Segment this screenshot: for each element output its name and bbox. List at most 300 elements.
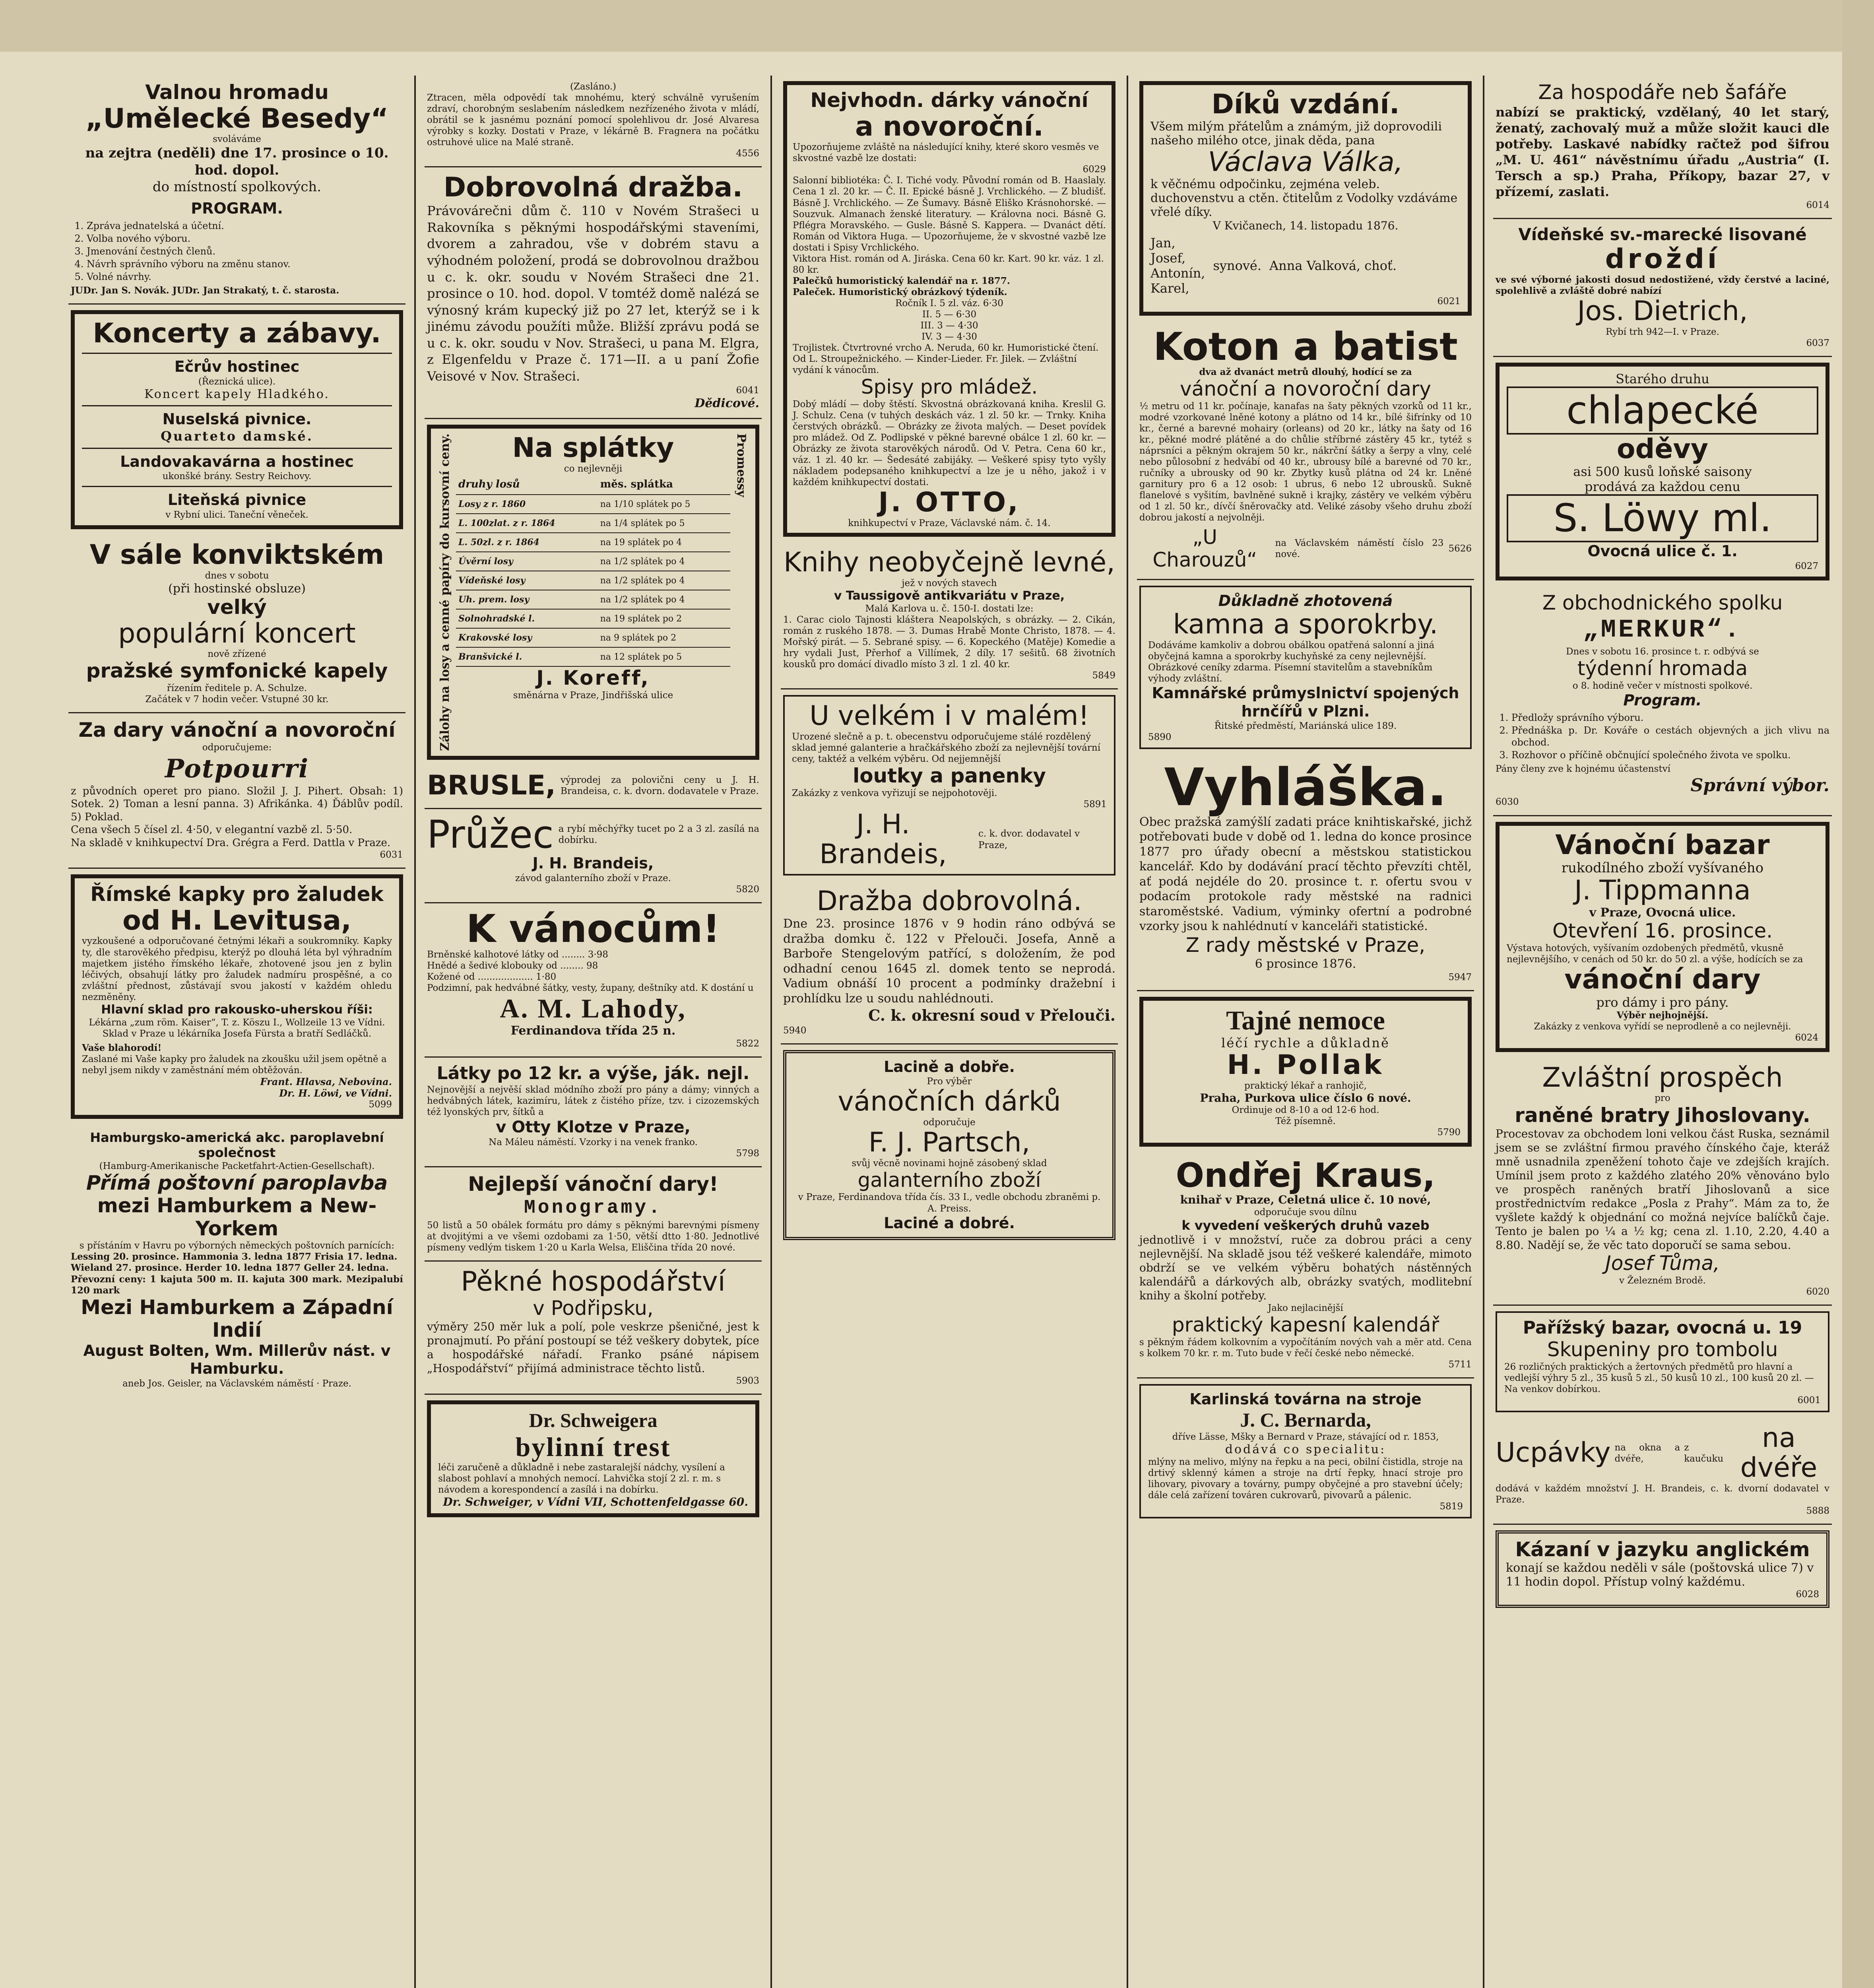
ad-headline: bylinní trest bbox=[515, 1431, 671, 1462]
ad-line: V Kvičanech, 14. listopadu 1876. bbox=[1212, 219, 1399, 232]
ad-headline: „MERKUR“. bbox=[1583, 616, 1742, 645]
ad-merkur bbox=[1493, 586, 1832, 816]
ad-k-vanocum bbox=[425, 903, 762, 1058]
ad-number: 4556 bbox=[736, 148, 759, 159]
table-cell: na 1/10 splátek po 5 bbox=[598, 495, 730, 514]
ad-line: Začátek v 7 hodin večer. Vstupné 30 kr. bbox=[145, 694, 329, 705]
ad-line: v Taussigově antikvariátu v Praze, bbox=[834, 588, 1065, 603]
ad-line: Paleček. Humoristický obrázkový týdeník. bbox=[793, 286, 1007, 297]
top-margin-band bbox=[0, 0, 1874, 52]
ad-line: Pány členy zve k hojnému účastenství bbox=[1496, 764, 1670, 775]
ad-headline: K vánocům! bbox=[466, 907, 720, 951]
divider bbox=[82, 448, 392, 449]
column-4 bbox=[1128, 76, 1484, 1988]
ad-headline: Vídeňské sv.-marecké lisované bbox=[1518, 224, 1807, 244]
ad-upcavky bbox=[1493, 1418, 1832, 1525]
table-cell: Branšvické l. bbox=[456, 647, 598, 666]
table-cell: na 1/2 splátek po 4 bbox=[598, 590, 730, 609]
table-row bbox=[456, 571, 730, 590]
venue-name: Ečrův hostinec bbox=[174, 358, 300, 376]
table-row bbox=[456, 533, 730, 552]
firm-name: A. M. Lahody, bbox=[500, 993, 687, 1024]
ad-number: 5891 bbox=[1083, 799, 1107, 810]
ad-line: Valnou hromadu bbox=[145, 81, 329, 104]
ad-number: 6001 bbox=[1797, 1395, 1821, 1406]
ad-line: léčí rychle a důkladně bbox=[1221, 1035, 1390, 1050]
ad-line: dodává co specialitu: bbox=[1225, 1442, 1386, 1457]
ad-signature: JUDr. Jan S. Novák. JUDr. Jan Strakatý, t. č. starosta. bbox=[71, 285, 339, 296]
venue-name: Liteňská pivnice bbox=[167, 491, 307, 509]
ad-headline: praktický kapesní kalendář bbox=[1172, 1313, 1439, 1337]
program-heading: PROGRAM. bbox=[191, 199, 283, 217]
ad-hospodarstvi bbox=[425, 1262, 762, 1395]
side-label: Promessy bbox=[734, 433, 748, 497]
ad-lowy bbox=[1496, 363, 1829, 580]
ad-velkem bbox=[783, 695, 1115, 876]
ad-partsch bbox=[783, 1050, 1115, 1241]
ad-headline: V sále konviktském bbox=[89, 539, 384, 571]
ad-headline: na dvéře bbox=[1740, 1422, 1818, 1483]
ad-tajne-nemoce bbox=[1139, 997, 1472, 1147]
ad-zaslano bbox=[425, 76, 762, 167]
venue-detail: v Rybní ulici. Taneční věneček. bbox=[165, 509, 308, 520]
ad-line: do místností spolkových. bbox=[152, 179, 322, 195]
ad-number: 5947 bbox=[1448, 972, 1472, 982]
list-item: IV. 3 — 4·30 bbox=[921, 332, 977, 342]
ad-headline: Přímá poštovní paroplavba bbox=[86, 1171, 388, 1194]
firm-address: Na Máleu náměstí. Vzorky i na venek franko. bbox=[489, 1137, 698, 1148]
venue-name: Landovakavárna a hostinec bbox=[120, 452, 354, 470]
ad-signature: Správní výbor. bbox=[1690, 775, 1829, 796]
ad-diky bbox=[1139, 81, 1472, 316]
ad-body: 1. Carac ciolo Tajnosti kláštera Neapolských, s obrázky. — 2. Cikán, román z ruského 1878. — 3. Dumas Hrabě Monte Christo, 1878. — 4. Mořský pirát. — 5. Sebrané spisy. — 6. Kopeckého (Matěje) Komedie a hry vydali Just, Přerhof a Villímek, 2 díly. 17 sešitů. 68 životních kousků pro domácí divadlo místo 3 zl. 1 zl. 40 kr. bbox=[783, 614, 1115, 670]
ad-line: pro bbox=[1655, 1093, 1670, 1104]
ad-number: 6029 bbox=[1082, 164, 1106, 175]
ad-number: 6028 bbox=[1796, 1589, 1819, 1600]
ad-line: rukodílného zboží vyšívaného bbox=[1561, 860, 1764, 876]
ad-line: pro dámy i pro pány. bbox=[1596, 994, 1729, 1010]
ad-number: 5798 bbox=[736, 1148, 759, 1159]
ad-line: Palečků humoristický kalendář na r. 1877. bbox=[793, 275, 1010, 286]
ad-dary bbox=[68, 713, 405, 869]
ad-headline: Koncerty a zábavy. bbox=[93, 318, 381, 349]
firm-name: v Otty Klotze v Praze, bbox=[496, 1118, 691, 1137]
ad-headline: populární koncert bbox=[118, 617, 356, 649]
signature-name: Anna Valková, choť. bbox=[1269, 258, 1397, 273]
ad-line: Hlavní sklad pro rakousko-uherskou říši: bbox=[101, 1002, 373, 1017]
table-cell: na 1/4 splátek po 5 bbox=[598, 514, 730, 533]
signature-name: Josef, bbox=[1150, 250, 1186, 266]
list-item: 5. Volné návrhy. bbox=[87, 271, 403, 283]
ad-headline: loutky a panenky bbox=[853, 764, 1046, 788]
ad-number: 6031 bbox=[380, 850, 403, 860]
ad-headline: Potpourri bbox=[165, 753, 309, 784]
ad-number: 5790 bbox=[1437, 1127, 1461, 1138]
ad-body: ½ metru od 11 kr. počínaje, kanafas na šaty pěkných vzorků od 11 kr., modré vzorkované lněné kotony a plátno od 14 kr., bílé šifrínky od 10 kr., černé a barevné mohairy (orleans) od 20 kr., látky na šaty od 16 kr., pěkné modré plátěné a do chůlie stříbrné zástěry 45 kr., tytéž s náprsníci a pěkným okrajem 50 kr., nákrční šátky a šerpy a vlny, celé nebo půlosobní z hedvábí od 40 kr., ubrousy bílé a barevné od 70 kr., ručníky a ubrousky od 90 kr. Zbytky kusů plátna od 24 kr. Lněné garnitury pro 6 a 12 osob: 1 ubrus, 6 nebo 12 ubrousků. Sukně flanelové s vyšitím, bavlněné sukně i krajky, zástěry ve velkém výběru od 1 zl. 50 kr., dívčí šněrovačky atd. Veliké zásoby všeho druhu zboží dobrou jakostí a nejvolněji. bbox=[1139, 401, 1472, 523]
firm-name: J. OTTO, bbox=[878, 487, 1020, 518]
program-list bbox=[1511, 712, 1829, 761]
ad-headline: „Umělecké Besedy“ bbox=[85, 103, 389, 134]
table-row bbox=[456, 609, 730, 628]
divider bbox=[82, 486, 392, 487]
ad-umelecka-beseda bbox=[68, 76, 405, 305]
list-item: 3. Jmenování čestných členů. bbox=[87, 245, 403, 257]
ad-headline: Knihy neobyčejně levné, bbox=[784, 547, 1115, 578]
firm-name: Josef Tůma, bbox=[1605, 1252, 1720, 1275]
ad-line: Hnědé a šedivé klobouky od ........ 98 bbox=[427, 960, 598, 971]
ad-body: Zakázky z venkova vyřizují se nejpohotověji. bbox=[792, 788, 997, 798]
ad-body: konají se každou neděli v sále (poštovská ulice 7) v 11 hodin dopol. Přístup volný každému. bbox=[1506, 1561, 1814, 1589]
table-row bbox=[456, 495, 730, 514]
ad-headline: Otevření 16. prosince. bbox=[1552, 919, 1773, 943]
ad-line: Lacině a dobře. bbox=[884, 1058, 1015, 1076]
ad-line: Pro výběr bbox=[927, 1076, 972, 1087]
ad-line: Lékárna „zum röm. Kaiser“, T. z. Köszu I., Wollzeile 13 ve Vídni. bbox=[89, 1017, 385, 1028]
column-header: druhy losů bbox=[456, 474, 598, 495]
table-cell: na 9 splátek po 2 bbox=[598, 628, 730, 647]
firm-name: Kamnářské průmyslnictví spojených hrnčířů v Plzni. bbox=[1152, 684, 1459, 720]
ad-number: 6037 bbox=[1806, 338, 1829, 348]
table-row bbox=[456, 628, 730, 647]
right-margin-band bbox=[1842, 0, 1874, 1988]
column-header: měs. splátka bbox=[598, 474, 730, 495]
table-row bbox=[456, 647, 730, 666]
ad-line: prodává za každou cenu bbox=[1585, 479, 1740, 495]
table-cell: L. 50zl. z r. 1864 bbox=[456, 533, 598, 552]
ad-darky bbox=[783, 81, 1115, 537]
ad-headline: Monogramy. bbox=[524, 1197, 663, 1219]
firm-address: na Václavském náměstí číslo 23 nové. bbox=[1275, 538, 1444, 559]
ad-headline: Karlinská továrna na stroje bbox=[1189, 1390, 1422, 1408]
ad-body: Dodáváme kamkoliv a dobrou obálkou opatřená salonní a jiná obyčejná kamna a sporokrby kuchyňské za ceny nejlevnější. Obrázkové ceníky zdarma. Písemní stavitelům a stavebníkům výhody zvláštní. bbox=[1148, 640, 1435, 684]
ad-signature: Dr. Schweiger, v Vídni VII, Schottenfeldgasse 60. bbox=[443, 1495, 748, 1508]
ad-number: 5626 bbox=[1448, 543, 1472, 554]
firm-name: F. J. Partsch, bbox=[868, 1127, 1030, 1159]
ad-drazba-dobrovolna bbox=[781, 881, 1118, 1044]
ad-line: Viktora Hist. román od A. Jiráska. Cena 60 kr. Kart. 90 kr. váz. 1 zl. 80 kr. bbox=[793, 253, 1104, 275]
ad-line: Též písemně. bbox=[1275, 1116, 1336, 1126]
firm-name: J. C. Bernarda, bbox=[1240, 1408, 1371, 1431]
ad-headline: Kázaní v jazyku anglickém bbox=[1515, 1538, 1810, 1561]
ad-line: řízením ředitele p. A. Schulze. bbox=[167, 683, 307, 693]
ad-line: Malá Karlova u. č. 150-I. dostati lze: bbox=[865, 603, 1034, 614]
ad-headline: Koton a batist bbox=[1153, 324, 1458, 369]
table-cell: na 1/2 splátek po 4 bbox=[598, 571, 730, 590]
ad-body: s pěkným řádem kolkovním a vypočítáním nových vah a měr atd. Cena s kolkem 70 kr. r. m. Tuto bude v řečí české nebo německé. bbox=[1139, 1337, 1472, 1359]
ad-parizsky-bazar bbox=[1496, 1311, 1829, 1412]
ad-number: 6041 bbox=[736, 385, 759, 396]
ad-line: Převozní ceny: 1 kajuta 500 m. II. kajuta 300 mark. Mezipalubí 120 mark bbox=[71, 1274, 403, 1296]
table-cell: na 1/2 splátek po 4 bbox=[598, 552, 730, 571]
ad-headline: od H. Levitusa, bbox=[122, 905, 351, 936]
table-row bbox=[456, 552, 730, 571]
ad-body: 26 rozličných praktických a žertovných předmětů pro hlavní a vedlejší výhry 5 zl., 35 kusů 5 zl., 50 kusů 10 zl., 100 kusů 20 zl. — Na venkov dobírkou. bbox=[1504, 1361, 1814, 1394]
firm-address: závod galanterního zboží v Praze. bbox=[515, 873, 671, 883]
ad-line: Jako nejlacinější bbox=[1268, 1303, 1343, 1314]
newspaper-page bbox=[60, 76, 1841, 1988]
ad-headline: Průžec bbox=[427, 812, 554, 857]
ad-headline: mezi Hamburkem a New-Yorkem bbox=[97, 1194, 377, 1240]
ad-body: Právovárečni dům č. 110 v Novém Strašeci u Rakovníka s pěknými hospodářskými staveními, dvorem a zahradou, vše v dobrém stavu a výhodném položení, prodá se dobrovolnou dražbou u c. k. okr. soudu v Novém Strašeci dne 21. prosince o 10. hod. dopol. V tomtéž domě nalézá se výnosný krám kupecký již po 27 let, kterýž se i k jinému závodu použíti může. Bližší zprávu podá se u c. k. okr. soudu v Nov. Strašeci, u pana M. Elgra, z Elgenfeldu v Praze č. 171—II. a u paní Žofie Veisové v Nov. Strašeci. bbox=[427, 203, 759, 384]
signature-name: Jan, bbox=[1150, 235, 1176, 250]
ad-headline: Tajné nemoce bbox=[1226, 1005, 1385, 1035]
list-item: 2. Přednáška p. Dr. Kováře o cestách objevných a jich vlivu na obchod. bbox=[1511, 724, 1829, 748]
ad-line: o 8. hodině večer v místnosti spolkové. bbox=[1572, 680, 1753, 691]
ad-vanocni-bazar bbox=[1496, 822, 1829, 1052]
ad-number: 5890 bbox=[1148, 732, 1172, 743]
ad-hospodare bbox=[1493, 76, 1832, 219]
ad-schweigera bbox=[427, 1400, 759, 1517]
ad-headline: oděvy bbox=[1616, 433, 1709, 465]
ad-body: Nejnovější a nejvěší sklad módního zboží pro pány a dámy; vinných a hedvábných látek, kazimíru, látek z čistého příze, tzv. i cizozemských též lyonských prv, šítků a bbox=[427, 1085, 759, 1118]
list-item: II. 5 — 6·30 bbox=[922, 309, 977, 320]
ad-knihy bbox=[781, 542, 1118, 689]
ad-line: Zakázky z venkova vyřídí se neprodleně a co nejlevněji. bbox=[1534, 1021, 1791, 1032]
ad-signature: Frant. Hlavsa, Nebovina. bbox=[260, 1076, 392, 1087]
ad-headline: Na splátky bbox=[512, 432, 674, 464]
ad-headline: Látky po 12 kr. a výše, ják. nejl. bbox=[436, 1063, 750, 1084]
ad-kazani bbox=[1496, 1530, 1829, 1608]
ad-number: 5099 bbox=[369, 1099, 392, 1110]
ad-body: dodává v každém množství J. H. Brandeis, c. k. dvorní dodavatel v Praze. bbox=[1496, 1483, 1829, 1505]
list-item: 1. Zpráva jednatelská a účetní. bbox=[87, 220, 403, 232]
ad-headline: Hamburgsko-americká akc. paroplavební společnost bbox=[90, 1130, 384, 1161]
ad-headline: Nejlepší vánoční dary! bbox=[468, 1173, 718, 1196]
ad-line: Lessing 20. prosince. Hammonia 3. ledna 1877 Frisia 17. ledna. bbox=[71, 1251, 398, 1262]
ad-headline: Ucpávky bbox=[1496, 1437, 1611, 1469]
ad-body: Dne 23. prosince 1876 v 9 hodin ráno odbývá se dražba domku č. 122 v Přelouči. Josefa, Anně a Barboře Stengelovým patřící, s doložením, že pod odhadní cenou 1645 zl. domek tento se neprodá. Vadium obnáší 10 procent a podmínky dražební i prohlídku lze u soudu nahlédnouti. bbox=[783, 917, 1115, 1006]
table-cell: L. 100zlat. z r. 1864 bbox=[456, 514, 598, 533]
ad-line: svůj věcně novinami hojně zásobený sklad bbox=[852, 1158, 1047, 1169]
person-name: Václava Válka, bbox=[1208, 146, 1403, 178]
ad-headline: kamna a sporokrby. bbox=[1173, 609, 1438, 641]
ad-number: 5849 bbox=[1092, 670, 1115, 681]
ad-line: 6 prosince 1876. bbox=[1255, 957, 1356, 971]
ad-line: co nejlevněji bbox=[564, 464, 623, 474]
ad-number: 6024 bbox=[1795, 1032, 1818, 1043]
venue-detail: (Řeznická ulice). bbox=[198, 376, 276, 387]
ad-body: jednotlivě i v množství, ruče za dobrou práci a ceny nejlevnější. Na skladě jsou též veškeré kalendáře, mimoto obdrží se ve velkém výběru bohatých nástěnných kalendářů a dárkových alb, obrázky svatých, modlitební knihy a školní potřeby. bbox=[1139, 1233, 1472, 1303]
program-list bbox=[87, 220, 403, 283]
table-header bbox=[456, 474, 730, 495]
ad-body: ve své výborné jakosti dosud nedostižené, vždy čerstvé a laciné, spolehlivě a zvláště dobré nabízí bbox=[1496, 274, 1829, 296]
ad-konvikt bbox=[68, 535, 405, 713]
ad-headline: Za hospodáře neb šafáře bbox=[1538, 81, 1787, 104]
ad-line: na okna a dvéře, bbox=[1614, 1442, 1680, 1464]
table-cell: Uh. prem. losy bbox=[456, 590, 598, 609]
ad-latky bbox=[425, 1058, 762, 1167]
ad-body: léči zaručeně a důkladně i nebe zastaralejší nádchy, vysílení a slabost pohlaví a mnohých nemocí. Lahvička stojí 2 zl. r. m. s návodem a korespondencí a zasílá i na dobírku. bbox=[438, 1462, 725, 1495]
side-label: Zálohy na losy a cenné papíry do kursovní ceny. bbox=[438, 433, 452, 751]
ad-body: Salonní bibliotéka: Č. I. Tiché vody. Původní román od B. Haaslaly. Cena 1 zl. 20 kr. — Č. II. Epické básně J. Vrchlického. — Z bludišť. Básně J. Vrchlického. — Ze Šumavy. Básně Eliško Krásnohorské. — Souzvuk. Almanach ženské literatury. — Královna noci. Básně G. Pflégra Moravského. — Gusle. Básně S. Kappera. — Dvanáct dětí. Román od Viktora Huga. — Upozorňujeme, že v skvostné vazbě lze dostati i Spisy Vrchlického. bbox=[793, 175, 1106, 253]
ad-line: na zejtra (neděli) dne 17. prosince o 10. hod. dopol. bbox=[85, 145, 389, 178]
ad-line: Starého druhu bbox=[1616, 371, 1709, 386]
ad-number: 5903 bbox=[736, 1376, 759, 1386]
ad-body: výprodej za polovični ceny u J. H. Brandeisa, c. k. dvorn. dodavatele v Praze. bbox=[561, 775, 759, 797]
ad-line: pražské symfonické kapely bbox=[86, 659, 388, 683]
ad-headline: Zvláštní prospěch bbox=[1542, 1062, 1783, 1093]
list-item: III. 3 — 4·30 bbox=[920, 320, 978, 331]
ad-body: Dobý mládí — doby štěstí. Skvostná obrázkovaná kniha. Kreslil G. J. Schulz. Cena (v tuhých deskách váz. 1 zl. 50 kr. — Trnky. Kniha čerstvých obrázků. — Obrázky ze života malých. — Deset povídek pro mládež. Od Z. Podlipské v pěkné barevné obálce 1 zl. 60 kr. — Obrázky ze života starověkých národů. Od V. Petra. Cena 60 kr., váz. 1 zl. 40 kr. — Šedesáté zabijáky. — Veškeré spisy tyto vyšly nákladem podepsaného knihkupectví a lze je u něho, jakož i v každém knihkupectví dostati. bbox=[793, 399, 1106, 488]
ad-number: 5819 bbox=[1439, 1501, 1463, 1512]
firm-name: J. H. Brandeis, bbox=[819, 808, 947, 870]
ad-headline: Dr. Schweigera bbox=[529, 1409, 658, 1432]
ad-line: dva až dvanáct metrů dlouhý, hodící se za bbox=[1199, 367, 1412, 378]
ad-headline: BRUSLE, bbox=[427, 769, 556, 801]
venue-detail: ukonšké brány. Sestry Reichovy. bbox=[162, 471, 312, 482]
ad-kraus bbox=[1137, 1152, 1474, 1378]
ad-nejlepsi-dary bbox=[425, 1167, 762, 1262]
ad-brusle bbox=[425, 765, 762, 809]
ad-body: Zaslané mi Vaše kapky pro žaludek na zkoušku užil jsem opětně a nebyl jsem nikdy v zaměstnání mém obtěžován. bbox=[82, 1054, 387, 1076]
ad-headline: Mezi Hamburkem a Západní Indií bbox=[81, 1295, 393, 1342]
ad-headline: Pěkné hospodářství bbox=[461, 1266, 726, 1298]
ad-body: a rybí měchýřky tucet po 2 a 3 zl. zasílá na dobírku. bbox=[558, 823, 759, 845]
ad-line: v Praze, Ovocná ulice. bbox=[1589, 906, 1736, 920]
ad-headline: Římské kapky pro žaludek bbox=[90, 883, 384, 906]
ad-line: jež v nových stavech bbox=[902, 578, 997, 588]
firm-name: „U Charouzů“ bbox=[1152, 525, 1257, 571]
table-row bbox=[456, 590, 730, 609]
ad-number: 6021 bbox=[1437, 296, 1461, 307]
ad-body: 50 listů a 50 obálek formátu pro dámy s pěknými barevnými písmeny at dvojitými a ve všemi ozdobami za 1·50, větší dtto 1·80. Jednotlivé písmeny vedlým tiskem 1·20 u Karla Welsa, Eliščina třída 20 nové. bbox=[427, 1220, 759, 1253]
list-item: 2. Volba nového výboru. bbox=[87, 233, 403, 245]
list-item: Ročník I. 5 zl. váz. 6·30 bbox=[895, 298, 1003, 309]
ad-headline: droždí bbox=[1605, 243, 1720, 275]
ad-number: 6027 bbox=[1795, 561, 1818, 571]
ad-signature: C. k. okresní soud v Přelouči. bbox=[868, 1006, 1115, 1025]
ad-headline: chlapecké bbox=[1507, 386, 1818, 435]
list-item: 1. Předložy správního výboru. bbox=[1511, 712, 1829, 724]
firm-address: směnárna v Praze, Jindřišská ulice bbox=[513, 690, 673, 701]
firm-address: c. k. dvor. dodavatel v Praze, bbox=[978, 829, 1080, 850]
ad-headline: vánoční a novoroční dary bbox=[1179, 377, 1431, 401]
firm-name: Jos. Dietrich, bbox=[1577, 295, 1748, 327]
ad-line: svoláváme bbox=[213, 134, 261, 145]
ad-drozdi bbox=[1493, 219, 1832, 357]
ad-line: odporučuje svou dílnu bbox=[1254, 1207, 1357, 1217]
column-3 bbox=[772, 76, 1128, 1988]
ad-headline: Díků vzdání. bbox=[1211, 89, 1400, 120]
ad-line: v Praze, Ferdinandova třída čís. 33 I., vedle obchodu zbraněmi p. A. Preiss. bbox=[798, 1192, 1101, 1214]
table-cell: Solnohradské l. bbox=[456, 609, 598, 628]
ad-headline: raněné bratry Jihoslovany. bbox=[1515, 1103, 1810, 1127]
firm-name: S. Löwy ml. bbox=[1507, 494, 1818, 542]
firm-address: Ferdinandova třída 25 n. bbox=[510, 1023, 676, 1038]
column-2 bbox=[416, 76, 772, 1988]
ad-line: dříve Lässe, Mšky a Bernard v Praze, stávající od r. 1853, bbox=[1172, 1432, 1439, 1442]
table-cell: na 19 splátek po 4 bbox=[598, 533, 730, 552]
ad-signature: Z rady městské v Praze, bbox=[1185, 933, 1426, 957]
ad-body: Všem milým přátelům a známým, již doprovodili našeho milého otce, jinak děda, pana bbox=[1150, 119, 1442, 148]
ad-kamna bbox=[1139, 586, 1472, 749]
signature-name: Karel, bbox=[1150, 280, 1189, 296]
table-cell: na 19 splátek po 2 bbox=[598, 609, 730, 628]
ad-number: 5711 bbox=[1448, 1359, 1472, 1370]
table-cell: Krakovské losy bbox=[456, 628, 598, 647]
ad-line: k vyvedení veškerých druhů vazeb bbox=[1181, 1217, 1430, 1233]
ad-line: s přístáním v Havru po výborných německých poštovních parnících: bbox=[79, 1241, 395, 1251]
ad-body: Procestovav za obchodem loni velkou část Ruska, seznámil jsem se se zvláštní firmou pravého čínského čaje, kteráž mně usnadnila zpeněžení tohoto čaje ve zdejších krajích. Umínil jsem proto z každého zlatého 20% věnováno bylo ve prospěch raněných bratří Jihoslovanů a sice prostřednictvím redakce „Posla z Prahy“. Mám za to, že vyšlete každý k objednání co možná nejvíce balíčků čaje. Tento je balen po ¼ a ½ kg; cena zl. 1.10, 2.20, 4.40 a 8.80. Nadějí se, že věc tato doporučí se sama sebou. bbox=[1496, 1127, 1829, 1252]
table-row bbox=[456, 514, 730, 533]
ad-line: asi 500 kusů loňské saisony bbox=[1573, 464, 1752, 480]
ad-vyhlaska bbox=[1137, 755, 1474, 991]
ad-number: 6030 bbox=[1496, 797, 1519, 808]
ad-line: odporučuje bbox=[923, 1117, 976, 1128]
table-cell: Úvěrní losy bbox=[456, 552, 598, 571]
ad-splatky bbox=[427, 425, 759, 760]
ad-body: Trojlistek. Čtvrtrovné vrcho A. Neruda, 60 kr. Humoristické čtení. Od L. Stroupežnického. — Kinder-Lieder. Fr. Jilek. — Zvláštní vydání k vánocům. bbox=[793, 343, 1099, 376]
ad-headline: Pařížský bazar, ovocná u. 19 bbox=[1523, 1317, 1802, 1338]
divider bbox=[82, 353, 392, 354]
ad-body: Obec pražská zamýšlí zadati práce knihtiskařské, jichž potřebovati bude v době od 1. ledna do konce prosince 1877 pro úřady obecní a městskou statistickou kancelář. Kdo by dodávání prací těchto převzíti chtěl, ať podá nejdéle do 20. prosince t. r. ofertu svou v podacím protokole rady městské na radnici staroměstské. Vadium, výminky ofertní a podrobné vzorky jsou k nahlédnutí v kanceláři statistické. bbox=[1139, 815, 1472, 934]
ad-line: Výběr nejhojnější. bbox=[1616, 1010, 1709, 1021]
ad-line: Sklad v Praze u lékárníka Josefa Fürsta a bratří Sedláčků. bbox=[102, 1028, 372, 1039]
ad-headline: vánočních dárků bbox=[838, 1086, 1061, 1118]
ad-line: (Hamburg-Amerikanische Packetfahrt-Actien-Gesellschaft). bbox=[99, 1161, 375, 1171]
ad-line: Laciné a dobré. bbox=[884, 1214, 1015, 1232]
ad-headline: Vánoční bazar bbox=[1555, 829, 1770, 861]
ad-line: knihař v Praze, Celetná ulice č. 10 nové, bbox=[1180, 1193, 1431, 1206]
ad-headline: Vyhláška. bbox=[1164, 757, 1447, 818]
ad-koton bbox=[1137, 321, 1474, 580]
ad-signature: Dr. H. Löwi, ve Vídni. bbox=[279, 1087, 392, 1099]
ad-line: Dnes v sobotu 16. prosince t. r. odbývá se bbox=[1566, 646, 1759, 657]
ad-rimske-kapky bbox=[71, 874, 403, 1119]
ad-line: velký bbox=[207, 596, 267, 619]
ad-bernard bbox=[1139, 1384, 1472, 1518]
ad-body: Cena všech 5 čísel zl. 4·50, v elegantní vazbě zl. 5·50. bbox=[71, 824, 353, 836]
firm-name: H. Pollak bbox=[1227, 1049, 1384, 1081]
ad-headline: U velkém i v malém! bbox=[809, 700, 1089, 732]
venue-detail: Koncert kapely Hladkého. bbox=[144, 387, 330, 401]
ad-hamburg bbox=[68, 1124, 405, 1396]
ad-headline: vánoční dary bbox=[1564, 963, 1761, 995]
ad-body: vyzkoušené a odporučované četnými lékaři a soukromníky. Kapky ty, dle starověkého předpisu, kterýž po dlouhá léta byl výhradním majetkem jistého římského lékaře, zhotovené jsou jen z bylin léčivých, obsahují látky pro žaludek nadmíru prospěšné, a co zvláštní přednost, zůstávají svou jakostí v každém ohledu nezměněny. bbox=[82, 936, 392, 1002]
ad-headline: Skupeniny pro tombolu bbox=[1547, 1338, 1778, 1361]
ad-line: (při hostinské obsluze) bbox=[168, 581, 306, 596]
ad-line: Podzimní, pak hedvábné šátky, vesty, župany, deštníky atd. K dostání u bbox=[427, 983, 754, 993]
ad-body: k věčnému odpočinku, zejména veleb. duchovenstvu a ctěn. čtitelům z Vodolky vzdáváme vřelé díky. bbox=[1150, 177, 1458, 219]
divider bbox=[82, 405, 392, 406]
firm-address: Řitské předměstí, Mariánská ulice 189. bbox=[1214, 721, 1397, 732]
ad-headline: Z obchodnického spolku bbox=[1542, 591, 1783, 614]
ad-headline: Dobrovolná dražba. bbox=[443, 172, 743, 204]
column-5 bbox=[1484, 76, 1841, 1988]
program-heading: Program. bbox=[1623, 691, 1702, 709]
firm-address: Rybí trh 942—I. v Praze. bbox=[1606, 326, 1719, 337]
ad-line: Wieland 27. prosince. Herder 10. ledna 1877 Geller 24. ledna. bbox=[71, 1262, 389, 1274]
ad-line: aneb Jos. Geisler, na Václavském náměstí · Praze. bbox=[122, 1378, 351, 1389]
ad-body: výměry 250 měr luk a polí, pole veskrze pšeničné, jest k pronajmutí. Po přání postoupí se též veškery dobytek, píce a hospodářské nářadí. Franko psáné nápisem „Hospodářství“ přijímá administrace těchto listů. bbox=[427, 1320, 759, 1375]
ad-body: nabízí se praktický, vzdělaný, 40 let starý, ženatý, zachovalý muž a může složit kauci dle potřeby. Laskavé nabídky račtež pod šifrou „M. U. 461“ návěstnímu úřadu „Austria“ (I. Tersch a sp.) Praha, Příkopy, bazar 27, v přízemí, zaslati. bbox=[1496, 104, 1829, 199]
firm-address: v Železném Brodě. bbox=[1619, 1275, 1706, 1286]
firm-address: knihkupectví v Praze, Václavské nám. č. 14. bbox=[848, 518, 1051, 528]
firm-name: J. Koreff, bbox=[536, 666, 650, 690]
ad-line: v Podřipsku, bbox=[533, 1296, 654, 1320]
ad-line: Brněnské kalhotové látky od ........ 3·98 bbox=[427, 949, 608, 960]
ad-line: odporučujeme: bbox=[202, 742, 272, 753]
ad-headline: galanterního zboží bbox=[857, 1168, 1041, 1192]
ad-line: Vaše blahorodí! bbox=[82, 1042, 162, 1053]
ad-number: 5822 bbox=[736, 1039, 759, 1049]
ad-number: 5888 bbox=[1806, 1505, 1829, 1516]
ad-headline: týdenní hromada bbox=[1577, 657, 1748, 680]
venue-detail: Quarteto damské. bbox=[161, 428, 313, 444]
signature-role: synové. bbox=[1213, 258, 1262, 273]
ad-body: z původních operet pro piano. Složil J. J. Pihert. Obsah: 1) Sotek. 2) Toman a lesní panna. 3) Afrikánka. 4) Ďáblův podíl. 5) Poklad. bbox=[71, 785, 403, 823]
ad-body: Urozené slečně a p. t. obecenstvu odporučujeme stálé rozdělený sklad jemné galanterie a hračkářského zboží za nejlevnější tovární ceny, taktéž a velkém výběru. Od nejjemnější bbox=[792, 731, 1101, 765]
